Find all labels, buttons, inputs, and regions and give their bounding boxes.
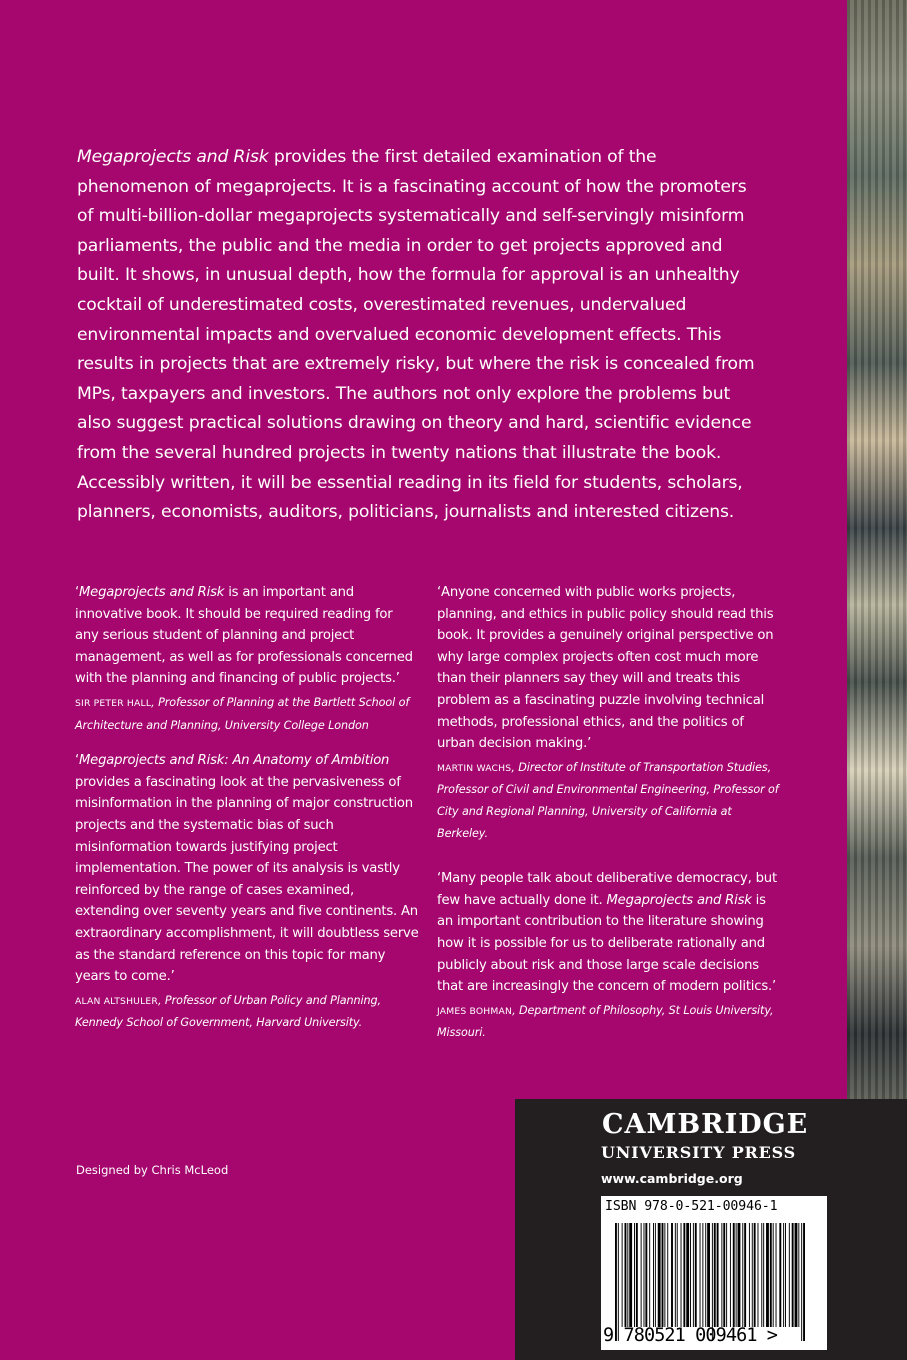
author-name: JAMES BOHMAN [437, 1005, 513, 1017]
quote-altshuler [75, 750, 420, 1034]
barcode-bar [779, 1223, 781, 1327]
quote-bohman [437, 868, 782, 1044]
barcode-bar [776, 1223, 777, 1327]
barcode-bar [681, 1223, 682, 1327]
barcode-bar [717, 1223, 719, 1327]
author-affiliation: , Department of Philosophy, St Louis University, Missouri. [437, 1003, 774, 1040]
barcode-bar [707, 1223, 710, 1327]
quote-open: ‘ [75, 585, 79, 600]
barcode-bar [695, 1223, 697, 1327]
quote-attribution [437, 1000, 782, 1044]
barcode-bar [733, 1223, 735, 1327]
barcode-bar [690, 1223, 691, 1327]
quote-attribution [75, 692, 420, 736]
barcode-bar [730, 1223, 731, 1327]
barcode-bar [789, 1223, 790, 1327]
barcode-bar [773, 1223, 774, 1327]
barcode-bar [658, 1223, 661, 1327]
quote-open: ‘ [75, 753, 79, 769]
barcode-bar [738, 1223, 741, 1327]
barcode-bar [649, 1223, 650, 1327]
barcode-bar [700, 1223, 701, 1327]
barcode-bar [644, 1223, 645, 1327]
quote-title: Megaprojects and Risk [606, 892, 752, 908]
barcode-bar [749, 1223, 750, 1327]
barcode-bar [742, 1223, 743, 1327]
barcode-bar [671, 1223, 673, 1327]
author-affiliation: , Director of Institute of Transportation Studies, Professor of Civil and Environmental Engineering, Professor of City and Regional Planning, University of California at Berkeley. [437, 760, 779, 840]
barcode-bar [763, 1223, 764, 1327]
cover-art-strip [847, 0, 907, 1100]
quote-title: Megaprojects and Risk: An Anatomy of Ambition [79, 753, 390, 769]
publisher-name: CAMBRIDGE [602, 1109, 809, 1140]
barcode-bar [634, 1223, 635, 1327]
barcode-bar [801, 1223, 802, 1341]
barcode-bar [622, 1223, 623, 1327]
barcode-bar [766, 1223, 769, 1327]
blurb-paragraph [77, 143, 757, 528]
barcode-bar [675, 1223, 676, 1327]
barcode-bar [705, 1223, 706, 1327]
barcode-bar [714, 1223, 716, 1327]
barcode-bar [677, 1223, 678, 1327]
right-column [437, 582, 782, 1058]
author-affiliation: , Professor of Urban Policy and Planning, Kennedy School of Government, Harvard University. [75, 993, 381, 1030]
barcode-bar [792, 1223, 794, 1327]
barcode-bar [615, 1223, 617, 1341]
barcode-bar [636, 1223, 638, 1327]
barcode-bar [627, 1223, 628, 1327]
barcode-bar [770, 1223, 772, 1327]
barcode-bar [744, 1223, 746, 1327]
barcode-bar [795, 1223, 798, 1327]
quote-hall [75, 582, 420, 736]
barcode-bar [758, 1223, 759, 1327]
barcode-bar [712, 1223, 713, 1341]
barcode-bar [629, 1223, 632, 1327]
barcode-digits: 9 780521 009461 > [603, 1325, 778, 1346]
barcode-bar [662, 1223, 664, 1327]
publisher-subname: UNIVERSITY PRESS [601, 1143, 796, 1162]
barcode-bar [736, 1223, 737, 1327]
author-name: SIR PETER HALL [75, 697, 152, 709]
barcode-bar [625, 1223, 627, 1327]
blurb-title: Megaprojects and Risk [77, 147, 269, 167]
barcode-bar [641, 1223, 642, 1327]
publisher-panel [515, 1099, 907, 1360]
barcode-bar [726, 1223, 727, 1327]
barcode-bar [653, 1223, 654, 1327]
barcode-bar [667, 1223, 668, 1327]
isbn-text: ISBN 978-0-521-00946-1 [605, 1199, 778, 1214]
barcode-bar [683, 1223, 685, 1327]
barcode-bar [761, 1223, 762, 1327]
barcode-bar [693, 1223, 694, 1327]
author-name: ALAN ALTSHULER [75, 995, 159, 1007]
author-affiliation: , Professor of Planning at the Bartlett School of Architecture and Planning, University College London [75, 695, 410, 732]
barcode-bar [723, 1223, 725, 1327]
barcode-bars [615, 1223, 805, 1341]
barcode-bar [752, 1223, 753, 1327]
barcode-bar [721, 1223, 722, 1327]
barcode-bar [645, 1223, 647, 1327]
barcode-bar [618, 1223, 619, 1341]
barcode-bar [785, 1223, 786, 1327]
quote-title: Megaprojects and Risk [79, 585, 225, 600]
barcode-bar [783, 1223, 784, 1327]
barcode-bar [686, 1223, 689, 1327]
publisher-url: www.cambridge.org [601, 1171, 743, 1186]
left-column [75, 582, 420, 1048]
quote-pre: ‘Many people talk about deliberative democracy, but few have actually done it. [437, 871, 777, 908]
quote-text: ‘Anyone concerned with public works projects, planning, and ethics in public policy should read this book. It provides a genuinely original perspective on why large complex projects often cost much more than their planners say they will and treats this problem as a fascinating puzzle involving technical methods, professional ethics, and the politics of urban decision making.’ [437, 585, 774, 752]
quote-attribution [437, 757, 782, 844]
isbn-barcode [601, 1196, 827, 1350]
quote-wachs [437, 582, 782, 844]
barcode-bar [798, 1223, 799, 1327]
barcode-bar [803, 1223, 805, 1341]
quote-text: is an important and innovative book. It should be required reading for any serious student of planning and project management, as well as for professionals concerned with the planning and financing of public projects.’ [75, 585, 413, 687]
author-name: MARTIN WACHS [437, 762, 512, 774]
barcode-bar [754, 1223, 756, 1327]
quote-text: provides a fascinating look at the pervasiveness of misinformation in the planning of major construction projects and the systematic bias of such misinformation towards justifying project implementation. The power of its analysis is vastly reinforced by the range of cases examined, extending over seventy years and five continents. An extraordinary accomplishment, it will doubtless serve as the standard reference on this topic for many years to come.’ [75, 774, 419, 985]
quote-text: is an important contribution to the literature showing how it is possible for us to deliberate rationally and publicly about risk and those large scale decisions that are increasingly the concern of modern politics.’ [437, 892, 776, 995]
barcode-bar [664, 1223, 665, 1327]
designer-credit: Designed by Chris McLeod [76, 1163, 229, 1177]
blurb-text: provides the first detailed examination of the phenomenon of megaprojects. It is a fascinating account of how the promoters of multi-billion-dollar megaprojects systematically and self-servingly misinform parliaments, the public and the media in order to get projects approved and built. It shows, in unusual depth, how the formula for approval is an unhealthy cocktail of underestimated costs, overestimated revenues, undervalued environmental impacts and overvalued economic development effects. This results in projects that are extremely risky, but where the risk is concealed from MPs, taxpayers and investors. The authors not only explore the problems but also suggest practical solutions drawing on theory and hard, scientific evidence from the several hundred projects in twenty nations that illustrate the book. Accessibly written, it will be essential reading in its field for students, scholars, planners, economists, auditors, politicians, journalists and interested citizens. [77, 147, 755, 523]
barcode-bar [655, 1223, 656, 1327]
barcode-bar [702, 1223, 703, 1327]
quote-attribution [75, 990, 420, 1034]
